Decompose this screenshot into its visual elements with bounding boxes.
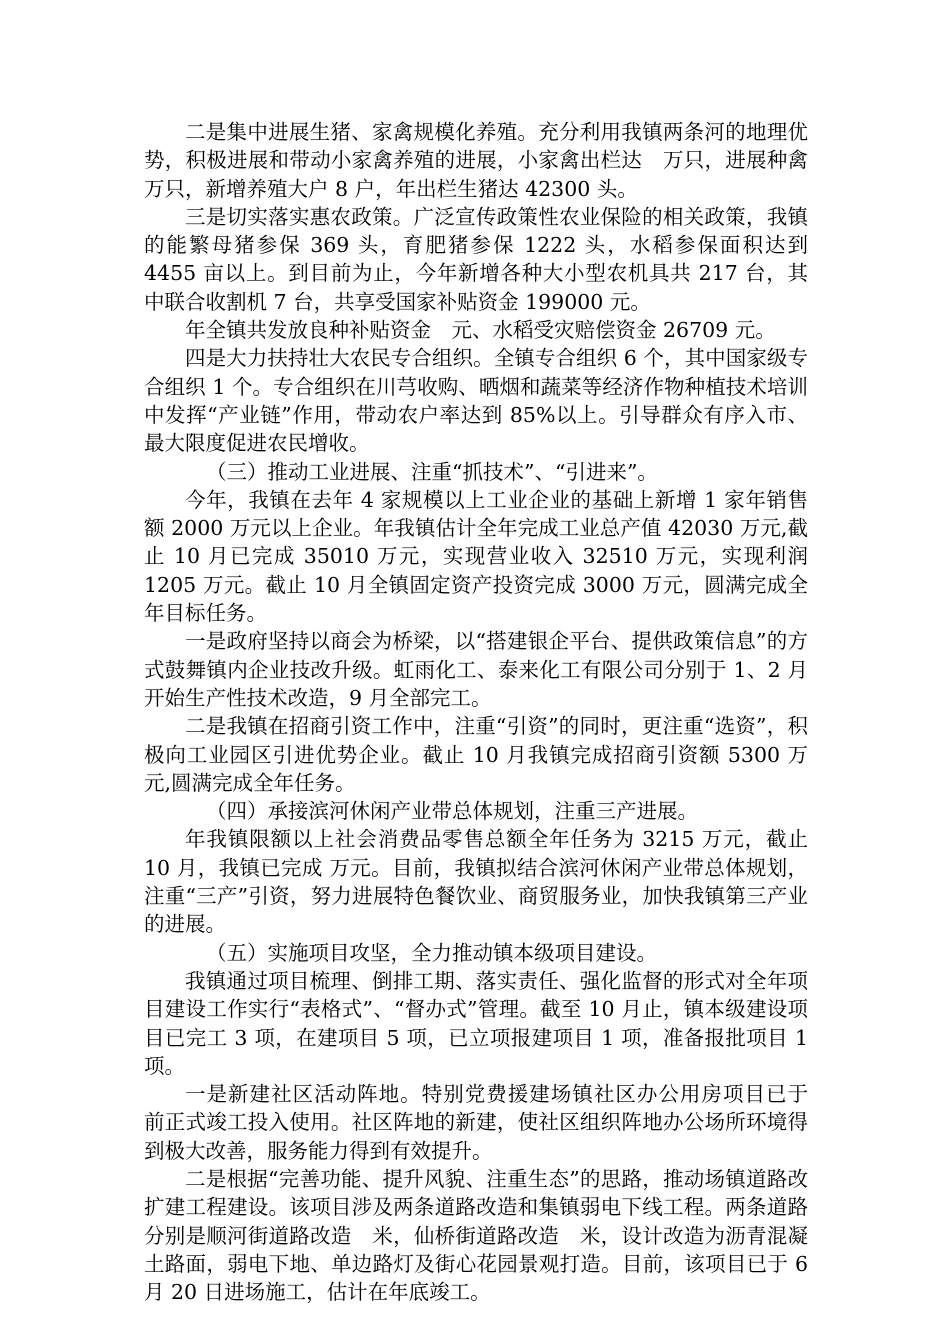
paragraph-policy: 三是切实落实惠农政策。广泛宣传政策性农业保险的相关政策，我镇的能繁母猪参保 369 头，育肥猪参保 1222 头，水稻参保面积达到 4455 亩以上。到目前为止，今年新增各种大小型农机具共 217 台，其中联合收割机 7 台，共享受国家补贴资金 199000 元。 bbox=[144, 204, 815, 314]
paragraph-cooperatives: 四是大力扶持壮大农民专合组织。全镇专合组织 6 个，其中国家级专合组织 1 个。专合组织在川芎收购、晒烟和蔬菜等经济作物种植技术培训中发挥“产业链”作用，带动农户率达到 85%以上。引导群众有序入市、最大限度促进农民增收。 bbox=[144, 346, 808, 456]
paragraph-industry-output: 今年，我镇在去年 4 家规模以上工业企业的基础上新增 1 家年销售额 2000 万元以上企业。年我镇估计全年完成工业总产值 42030 万元,截止 10 月已完成 35010 万元，实现营业收入 32510 万元，实现利润 1205 万元。截止 10 月全镇固定资产投资完成 3000 万元，圆满完成全年目标任务。 bbox=[144, 487, 815, 626]
paragraph-road-project: 二是根据“完善功能、提升风貌、注重生态”的思路，推动场镇道路改扩建工程建设。该项目涉及两条道路改造和集镇弱电下线工程。两条道路分别是顺河街道路改造 米，仙桥街道路改造 米，设计改造为沥青混凝土路面，弱电下地、单边路灯及街心花园景观打造。目前，该项目已于 6 月 20 日进场施工，估计在年底竣工。 bbox=[144, 1166, 815, 1305]
paragraph-investment: 二是我镇在招商引资工作中，注重“引资”的同时，更注重“选资”，积极向工业园区引进优势企业。截止 10 月我镇完成招商引资额 5300 万元,圆满完成全年任务。 bbox=[144, 714, 808, 795]
section-heading-tertiary: （四）承接滨河休闲产业带总体规划，注重三产进展。 bbox=[206, 799, 698, 824]
document-body bbox=[144, 118, 829, 1306]
section-heading-industry: （三）推动工业进展、注重“抓技术”、“引进来”。 bbox=[206, 459, 658, 484]
paragraph-livestock: 二是集中进展生猪、家禽规模化养殖。充分利用我镇两条河的地理优势，积极进展和带动小家禽养殖的进展，小家禽出栏达 万只，进展种禽 万只，新增养殖大户 8 户，年出栏生猪达 42300 头。 bbox=[144, 120, 829, 201]
paragraph-project-management: 我镇通过项目梳理、倒排工期、落实责任、强化监督的形式对全年项目建设工作实行“表格式”、“督办式”管理。截至 10 月止，镇本级建设项目已完工 3 项，在建项目 5 项，已立项报建项目 1 项，准备报批项目 1 项。 bbox=[144, 968, 815, 1078]
paragraph-community-center: 一是新建社区活动阵地。特别党费援建场镇社区办公用房项目已于 前正式竣工投入使用。社区阵地的新建，使社区组织阵地办公场所环境得到极大改善，服务能力得到有效提升。 bbox=[144, 1082, 829, 1163]
paragraph-subsidy: 年全镇共发放良种补贴资金 元、水稻受灾赔偿资金 26709 元。 bbox=[185, 318, 776, 343]
paragraph-chamber-of-commerce: 一是政府坚持以商会为桥梁，以“搭建银企平台、提供政策信息”的方式鼓舞镇内企业技改升级。虹雨化工、泰来化工有限公司分别于 1、2 月开始生产性技术改造，9 月全部完工。 bbox=[144, 629, 808, 710]
section-heading-projects: （五）实施项目攻坚，全力推动镇本级项目建设。 bbox=[206, 940, 657, 965]
paragraph-retail: 年我镇限额以上社会消费品零售总额全年任务为 3215 万元，截止 10 月，我镇已完成 万元。目前，我镇拟结合滨河休闲产业带总体规划，注重“三产”引资，努力进展特色餐饮业、商贸服务业，加快我镇第三产业的进展。 bbox=[144, 827, 815, 937]
